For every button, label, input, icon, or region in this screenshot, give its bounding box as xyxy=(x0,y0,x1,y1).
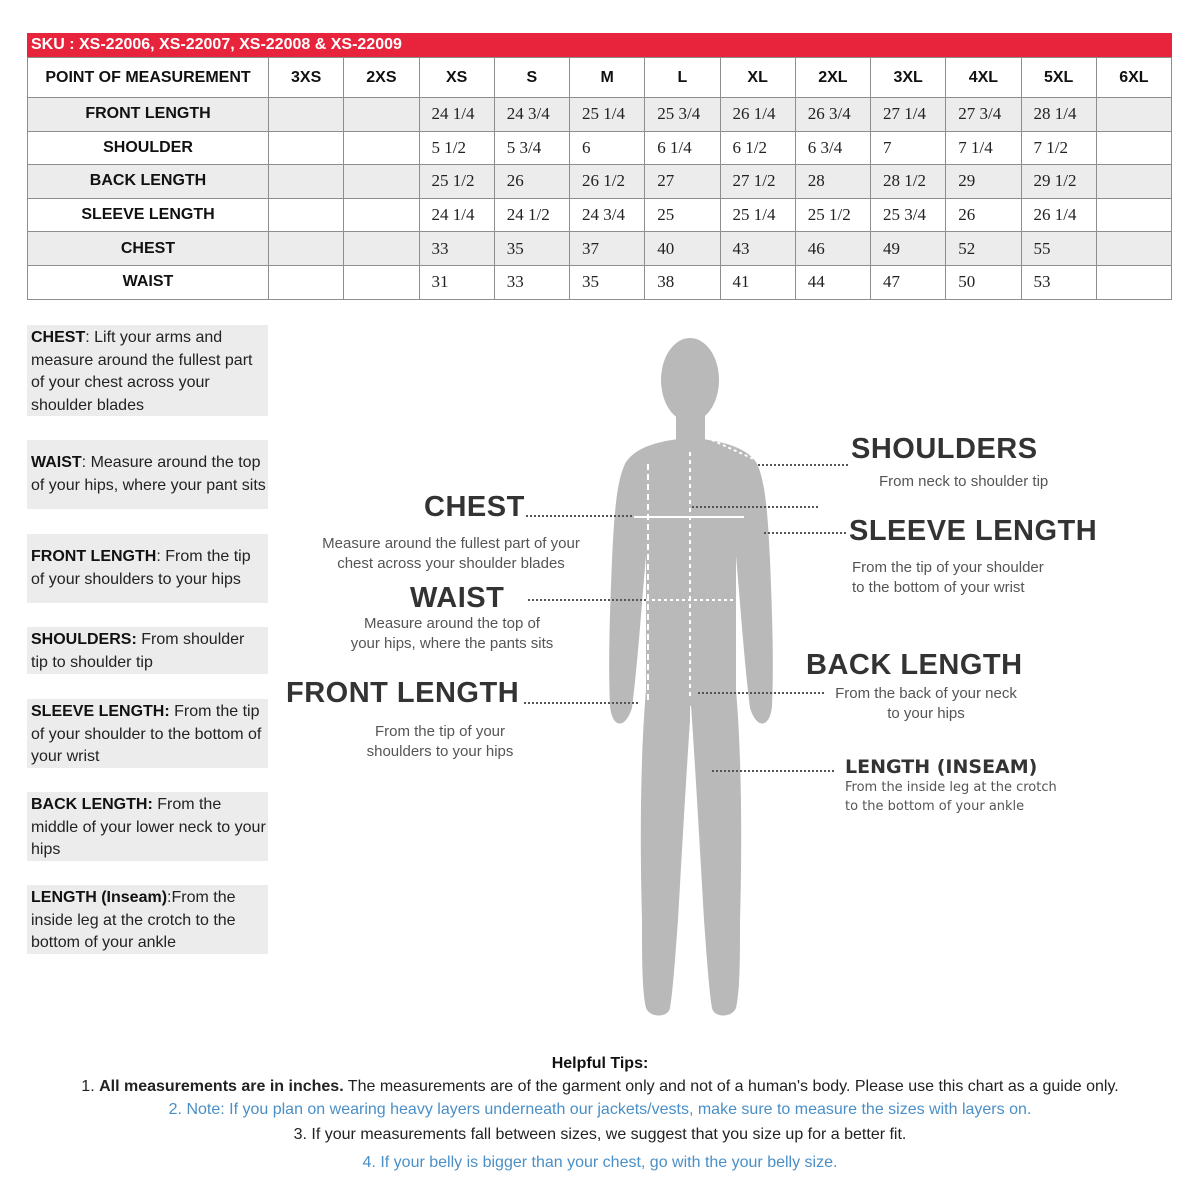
row-label: SHOULDER xyxy=(28,131,269,165)
size-header: S xyxy=(494,58,569,98)
measurement-cell: 31 xyxy=(419,265,494,299)
info-line: of your shoulder to the bottom of xyxy=(31,725,262,743)
info-term: CHEST xyxy=(31,329,86,346)
size-header: L xyxy=(645,58,720,98)
measurement-cell: 27 3/4 xyxy=(946,98,1021,132)
measurement-cell: 24 1/4 xyxy=(419,198,494,232)
measurement-cell: 25 3/4 xyxy=(645,98,720,132)
size-header: 2XL xyxy=(795,58,870,98)
measurement-cell: 43 xyxy=(720,232,795,266)
measurement-cell: 26 1/4 xyxy=(1021,198,1096,232)
front-length-title: FRONT LENGTH xyxy=(286,677,520,709)
tip-2: 2. Note: If you plan on wearing heavy layers underneath our jackets/vests, make sure to measure the sizes with layers on. xyxy=(168,1101,1032,1118)
size-header: 3XL xyxy=(871,58,946,98)
measurement-cell: 25 1/2 xyxy=(419,165,494,199)
size-header: 2XS xyxy=(344,58,419,98)
measurement-cell: 5 1/2 xyxy=(419,131,494,165)
corner-header: POINT OF MEASUREMENT xyxy=(28,58,269,98)
measurement-cell: 25 1/2 xyxy=(795,198,870,232)
measurement-cell: 25 xyxy=(645,198,720,232)
info-line: your wrist xyxy=(31,748,100,766)
sleeve-length-description: From the tip of your shoulder to the bottom of your wrist xyxy=(852,559,1044,596)
info-term: LENGTH (Inseam) xyxy=(31,889,168,906)
measurement-cell: 55 xyxy=(1021,232,1096,266)
info-line: bottom of your ankle xyxy=(31,934,176,952)
row-label: SLEEVE LENGTH xyxy=(28,198,269,232)
size-header: M xyxy=(570,58,645,98)
measurement-cell: 7 1/4 xyxy=(946,131,1021,165)
info-line: From the xyxy=(171,889,236,906)
measurement-cell: 26 xyxy=(494,165,569,199)
info-line: Measure around the top xyxy=(86,454,261,471)
tips-title: Helpful Tips: xyxy=(551,1055,649,1072)
chest-description: Measure around the fullest part of your chest across your shoulder blades xyxy=(322,535,580,572)
info-box-inseam: LENGTH (Inseam):From the inside leg at the crotch to the bottom of your ankle xyxy=(27,885,268,954)
tip-3: 3. If your measurements fall between sizes, we suggest that you size up for a better fit. xyxy=(293,1126,907,1143)
tip-1: 1. All measurements are in inches. The measurements are of the garment only and not of a human's body. Please use this chart as a guide only. xyxy=(81,1078,1119,1095)
measurement-cell: 6 3/4 xyxy=(795,131,870,165)
size-header: 4XL xyxy=(946,58,1021,98)
info-term: WAIST xyxy=(31,454,82,471)
measurement-cell: 7 xyxy=(871,131,946,165)
measurement-cell: 47 xyxy=(871,265,946,299)
measurement-cell: 53 xyxy=(1021,265,1096,299)
info-term: FRONT LENGTH xyxy=(31,548,157,565)
measurement-cell: 35 xyxy=(494,232,569,266)
measurement-cell: 29 1/2 xyxy=(1021,165,1096,199)
measurement-cell: 27 1/4 xyxy=(871,98,946,132)
info-box-chest: CHEST: Lift your arms and measure around the fullest part of your chest across your shoulder blades xyxy=(27,325,268,416)
chest-title: CHEST xyxy=(424,491,525,523)
measurement-cell: 49 xyxy=(871,232,946,266)
measurement-cell: 33 xyxy=(419,232,494,266)
tip-4: 4. If your belly is bigger than your chest, go with the your belly size. xyxy=(362,1154,838,1171)
info-term: SHOULDERS: xyxy=(31,631,137,648)
row-label: CHEST xyxy=(28,232,269,266)
measurement-cell: 29 xyxy=(946,165,1021,199)
info-line: shoulder blades xyxy=(31,396,144,414)
inseam-description: From the inside leg at the crotch to the bottom of your ankle xyxy=(845,780,1057,814)
measurement-cell: 44 xyxy=(795,265,870,299)
measurement-cell: 26 xyxy=(946,198,1021,232)
info-line: From shoulder xyxy=(136,631,245,648)
measurement-cell: 26 3/4 xyxy=(795,98,870,132)
size-header: XL xyxy=(720,58,795,98)
measurement-cell: 25 1/4 xyxy=(720,198,795,232)
info-line: Lift your arms and xyxy=(89,329,223,346)
back-length-title: BACK LENGTH xyxy=(806,649,1023,681)
measurement-cell: 25 1/4 xyxy=(570,98,645,132)
measurement-cell: 6 1/4 xyxy=(645,131,720,165)
measurement-cell: 33 xyxy=(494,265,569,299)
row-label: WAIST xyxy=(28,265,269,299)
measurement-cell: 46 xyxy=(795,232,870,266)
row-label: BACK LENGTH xyxy=(28,165,269,199)
measurement-cell: 24 1/4 xyxy=(419,98,494,132)
measurement-cell: 41 xyxy=(720,265,795,299)
measurement-cell: 5 3/4 xyxy=(494,131,569,165)
sku-title: SKU : XS-22006, XS-22007, XS-22008 & XS-22009 xyxy=(27,33,1172,57)
measurement-cell: 37 xyxy=(570,232,645,266)
info-line: inside leg at the crotch to the xyxy=(31,911,236,929)
measurement-cell: 6 1/2 xyxy=(720,131,795,165)
sleeve-length-title: SLEEVE LENGTH xyxy=(849,515,1098,547)
measurement-cell: 28 1/4 xyxy=(1021,98,1096,132)
measurement-cell: 35 xyxy=(570,265,645,299)
info-line: tip to shoulder tip xyxy=(31,653,153,671)
info-term: SLEEVE LENGTH: xyxy=(31,703,170,720)
front-length-description: From the tip of your shoulders to your hips xyxy=(366,723,514,760)
info-line: middle of your lower neck to your xyxy=(31,818,266,836)
measurement-cell: 24 3/4 xyxy=(494,98,569,132)
info-term: BACK LENGTH: xyxy=(31,796,153,813)
info-line: of your hips, where your pant sits xyxy=(31,476,266,494)
measurement-cell: 26 1/2 xyxy=(570,165,645,199)
measurement-cell: 52 xyxy=(946,232,1021,266)
back-length-description: From the back of your neck to your hips xyxy=(835,685,1017,722)
inseam-title: LENGTH (INSEAM) xyxy=(845,756,1038,778)
info-box-waist: WAIST: Measure around the top of your hips, where your pant sits xyxy=(27,440,268,509)
info-line: hips xyxy=(31,841,61,859)
size-header: 6XL xyxy=(1096,58,1171,98)
measurement-cell: 25 3/4 xyxy=(871,198,946,232)
info-line: From the tip xyxy=(160,548,251,565)
measurement-cell: 27 xyxy=(645,165,720,199)
measurement-cell: 27 1/2 xyxy=(720,165,795,199)
waist-description: Measure around the top of your hips, where the pants sits xyxy=(350,615,554,652)
measurement-cell: 28 1/2 xyxy=(871,165,946,199)
info-line: of your chest across your xyxy=(31,374,210,392)
measurement-cell: 24 1/2 xyxy=(494,198,569,232)
info-line: of your shoulders to your hips xyxy=(31,570,241,588)
measurement-cell: 40 xyxy=(645,232,720,266)
size-header: 5XL xyxy=(1021,58,1096,98)
measurement-cell: 50 xyxy=(946,265,1021,299)
info-box-front-length: FRONT LENGTH: From the tip of your shoulders to your hips xyxy=(27,534,268,603)
size-header: XS xyxy=(419,58,494,98)
shoulders-description: From neck to shoulder tip xyxy=(879,473,1049,490)
waist-title: WAIST xyxy=(410,582,505,614)
size-header: 3XS xyxy=(269,58,344,98)
measurement-cell: 38 xyxy=(645,265,720,299)
info-line: From the tip xyxy=(169,703,260,720)
measurement-cell: 7 1/2 xyxy=(1021,131,1096,165)
row-label: FRONT LENGTH xyxy=(28,98,269,132)
info-line: From the xyxy=(152,796,222,813)
measurement-cell: 6 xyxy=(570,131,645,165)
info-line: measure around the fullest part xyxy=(31,351,253,369)
measurement-cell: 26 1/4 xyxy=(720,98,795,132)
shoulders-title: SHOULDERS xyxy=(851,433,1038,465)
measurement-cell: 28 xyxy=(795,165,870,199)
measurement-cell: 24 3/4 xyxy=(570,198,645,232)
